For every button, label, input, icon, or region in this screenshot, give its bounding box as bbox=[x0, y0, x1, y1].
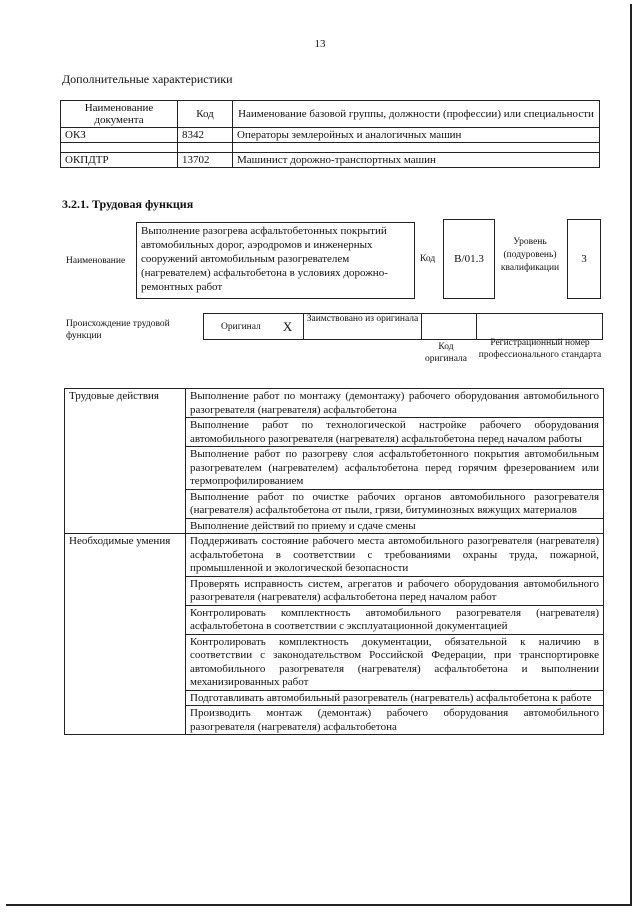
original-cell bbox=[203, 313, 303, 340]
skill-item: Поддерживать состояние рабочего места автомобильного разогревателя (нагревателя) асфальтобетона в соответствии с требованиями охраны труда, пожарной, промышленной и экологической безопасности bbox=[186, 534, 604, 577]
header-doc-name: Наименование документа bbox=[61, 101, 178, 128]
table-cell: Операторы землеройных и аналогичных машин bbox=[233, 128, 600, 143]
table-cell: Машинист дорожно-транспортных машин bbox=[233, 153, 600, 168]
table-cell bbox=[178, 143, 233, 153]
original-mark: X bbox=[282, 318, 293, 334]
page-number: 13 bbox=[314, 38, 326, 50]
qualification-level: 3 bbox=[567, 219, 601, 299]
skill-item: Контролировать комплектность документации, обязательной к наличию в соответствии с законодательством Российской Федерации, при транспортировке автомобильного разогревателя (нагревателя) асфальтобетона и выполнении механизированных работ bbox=[186, 634, 604, 690]
skill-item: Контролировать комплектность автомобильного разогревателя (нагревателя) асфальтобетона в соответствии с эксплуатационной документацией bbox=[186, 605, 604, 634]
table-row bbox=[61, 143, 600, 153]
table-cell: 13702 bbox=[178, 153, 233, 168]
table-row bbox=[65, 534, 604, 577]
table-cell: ОКЗ bbox=[61, 128, 178, 143]
origin-divider bbox=[476, 313, 477, 340]
borrowed-label: Заимствовано из оригинала bbox=[306, 314, 419, 324]
labor-function-table bbox=[64, 388, 604, 735]
table-row bbox=[61, 128, 600, 143]
section-title: 3.2.1. Трудовая функция bbox=[62, 197, 194, 211]
table-row bbox=[65, 389, 604, 418]
table-cell: 8342 bbox=[178, 128, 233, 143]
qualification-level-label: Уровень (подуровень) квалификации bbox=[500, 237, 560, 273]
table-row bbox=[61, 153, 600, 168]
extra-header-row bbox=[61, 101, 600, 128]
header-group-name: Наименование базовой группы, должности (профессии) или специальности bbox=[233, 101, 600, 128]
labor-actions-label: Трудовые действия bbox=[65, 389, 186, 534]
header-code: Код bbox=[178, 101, 233, 128]
original-label: Оригинал bbox=[221, 321, 261, 332]
function-origin-label: Происхождение трудовой функции bbox=[66, 319, 170, 341]
labor-action-item: Выполнение работ по разогреву слоя асфальтобетонного покрытия автомобильным разогревателем (нагревателем) асфальтобетона перед горячим фрезерованием или термопрофилированием bbox=[186, 447, 604, 490]
code-original-caption: Код оригинала bbox=[425, 342, 467, 364]
table-cell bbox=[233, 143, 600, 153]
origin-divider bbox=[303, 313, 304, 340]
table-cell: ОКПДТР bbox=[61, 153, 178, 168]
function-name: Выполнение разогрева асфальтобетонных покрытий автомобильных дорог, аэродромов и инженерных сооружений автомобильным разогревателем (нагревателем) асфальтобетона в условиях дорожно-ремонтных работ bbox=[136, 222, 415, 299]
required-skills-label: Необходимые умения bbox=[65, 534, 186, 735]
table-cell bbox=[61, 143, 178, 153]
origin-divider bbox=[421, 313, 422, 340]
extra-characteristics-title: Дополнительные характеристики bbox=[62, 72, 233, 86]
labor-action-item: Выполнение действий по приему и сдаче смены bbox=[186, 518, 604, 534]
labor-action-item: Выполнение работ по технологической настройке рабочего оборудования автомобильного разогревателя (нагревателя) асфальтобетона перед началом работы bbox=[186, 418, 604, 447]
function-code: B/01.3 bbox=[443, 219, 495, 299]
skill-item: Производить монтаж (демонтаж) рабочего оборудования автомобильного разогревателя (нагревателя) асфальтобетона bbox=[186, 706, 604, 735]
extra-characteristics-table bbox=[60, 100, 600, 168]
skill-item: Подготавливать автомобильный разогреватель (нагреватель) асфальтобетона к работе bbox=[186, 690, 604, 706]
function-name-label: Наименование bbox=[66, 256, 126, 266]
labor-action-item: Выполнение работ по монтажу (демонтажу) рабочего оборудования автомобильного разогревателя (нагревателя) асфальтобетона bbox=[186, 389, 604, 418]
skill-item: Проверять исправность систем, агрегатов и рабочего оборудования автомобильного разогревателя (нагревателя) асфальтобетона перед началом работ bbox=[186, 576, 604, 605]
labor-action-item: Выполнение работ по очистке рабочих органов автомобильного разогревателя (нагревателя) асфальтобетона от пыли, грязи, битуминозных вяжущих материалов bbox=[186, 489, 604, 518]
function-code-label: Код bbox=[420, 254, 436, 264]
registration-number-caption: Регистрационный номер профессионального стандарта bbox=[478, 338, 602, 360]
